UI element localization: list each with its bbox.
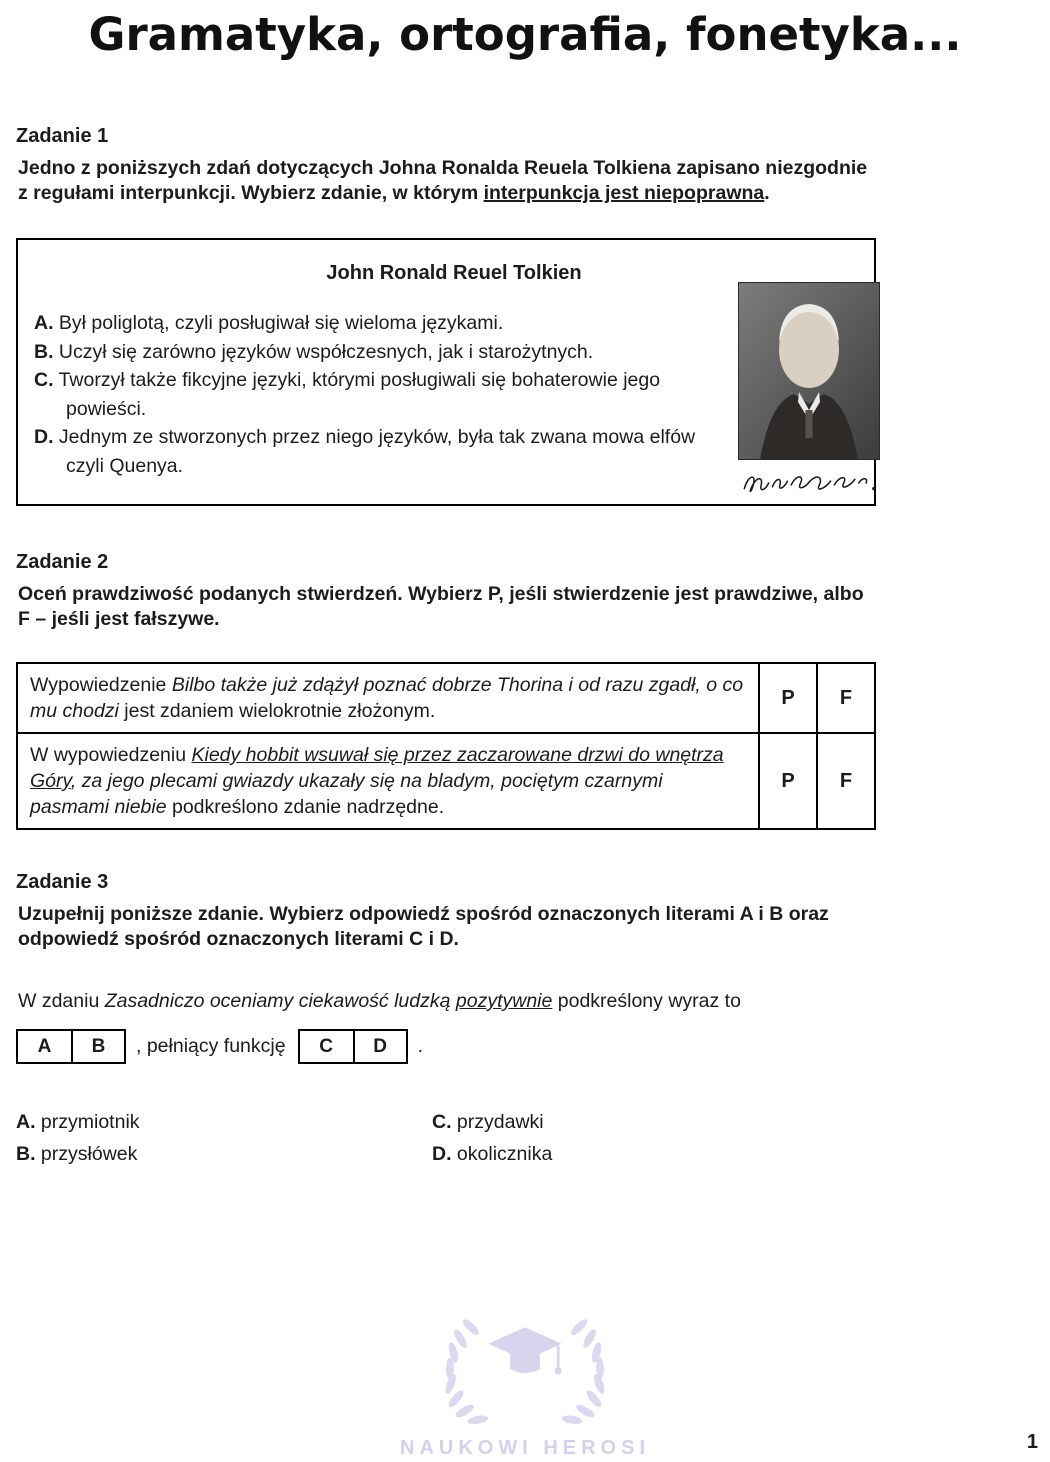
task-1-box-title: John Ronald Reuel Tolkien (326, 262, 582, 284)
answer-b[interactable]: B. przysłówek (16, 1143, 138, 1165)
choice-b[interactable]: B (71, 1031, 124, 1062)
task-3-instructions: Uzupełnij poniższe zdanie. Wybierz odpowiedź spośród oznaczonych literami A i B oraz odpowiedź spośród oznaczonych literami C i D. (18, 903, 829, 950)
tolkien-photo (738, 282, 880, 460)
task-1-option-a[interactable] (34, 309, 710, 338)
answer-c[interactable]: C. przydawki (432, 1111, 544, 1133)
task-1-instructions: Jedno z poniższych zdań dotyczących Johna Ronalda Reuela Tolkiena zapisano niezgodnie z regułami interpunkcji. Wybierz zdanie, w którym interpunkcja jest niepoprawna. (18, 157, 868, 204)
choice-middle-text: , pełniący funkcję (136, 1035, 286, 1057)
choice-box-ab (16, 1029, 126, 1064)
task-3-answers (16, 1106, 878, 1170)
statement-1-false-cell[interactable]: F (817, 663, 875, 733)
option-c-text: Tworzył także fikcyjne języki, którymi posługiwali się bohaterowie jego powieści. (58, 369, 661, 420)
option-b-letter: B. (34, 340, 54, 363)
task-1-option-c[interactable] (34, 366, 710, 423)
task-3-section (16, 870, 878, 1170)
statement-1-quote: Bilbo także już zdążył poznać dobrze Thorina i od razu zgadł, o co mu chodzi (30, 674, 744, 722)
task-1-heading: Zadanie 1 (16, 125, 109, 147)
task-1-options (34, 309, 710, 480)
page-number: 1 (1026, 1431, 1038, 1453)
task-3-choice-row (16, 1029, 878, 1064)
task-3-heading: Zadanie 3 (16, 871, 109, 893)
statement-2-false-cell[interactable]: F (817, 733, 875, 829)
statement-2-underlined-clause: Kiedy hobbit wsuwał się przez zaczarowane drzwi do wnętrza Góry (30, 744, 724, 792)
page-title: Gramatyka, ortografia, fonetyka... (88, 8, 962, 61)
tolkien-photo-column (738, 282, 882, 498)
watermark-logo (420, 1301, 630, 1432)
choice-box-cd (298, 1029, 408, 1064)
statement-1-text: Wypowiedzenie Bilbo także już zdążył poznać dobrze Thorina i od razu zgadł, o co mu chodzi jest zdaniem wielokrotnie złożonym. (17, 663, 759, 733)
task-3-underlined-word: pozytywnie (455, 990, 553, 1012)
content-column (16, 124, 878, 1170)
task-2-heading: Zadanie 2 (16, 551, 109, 573)
statement-2-text: W wypowiedzeniu Kiedy hobbit wsuwał się przez zaczarowane drzwi do wnętrza Góry, za jego plecami gwiazdy ukazały się na bladym, pociętym czarnymi pasmami niebie podkreślono zdanie nadrzędne. (17, 733, 759, 829)
task-3-sentence-quote: Zasadniczo oceniamy ciekawość ludzką (104, 990, 456, 1012)
task-1-option-b[interactable] (34, 338, 710, 367)
task-2-instructions: Oceń prawdziwość podanych stwierdzeń. Wybierz P, jeśli stwierdzenie jest prawdziwe, albo F – jeśli jest fałszywe. (18, 583, 864, 630)
true-false-table (16, 662, 876, 830)
statement-2-true-cell[interactable]: P (759, 733, 817, 829)
option-a-text: Był poliglotą, czyli posługiwał się wieloma językami. (58, 312, 504, 334)
option-b-text: Uczył się zarówno języków współczesnych, jak i starożytnych. (58, 340, 594, 363)
statement-row-2 (17, 733, 875, 829)
option-d-letter: D. (34, 426, 54, 448)
task-1-intro-text: Jedno z poniższych zdań dotyczących Johna Ronalda Reuela Tolkiena zapisano niezgodnie z regułami interpunkcji. Wybierz zdanie, w którym (18, 157, 868, 204)
answer-a[interactable]: A. przymiotnik (16, 1111, 140, 1133)
answer-d[interactable]: D. okolicznika (432, 1143, 553, 1165)
task-1-section (16, 124, 878, 506)
task-3-sentence: W zdaniu Zasadniczo oceniamy ciekawość ludzką pozytywnie podkreślony wyraz to (18, 990, 741, 1012)
watermark-text: NAUKOWI HEROSI (400, 1437, 650, 1459)
choice-c[interactable]: C (319, 1035, 333, 1057)
tolkien-signature (738, 468, 880, 498)
option-a-letter: A. (34, 312, 54, 334)
task-1-intro-underlined: interpunkcja jest niepoprawna (483, 182, 765, 204)
graduation-cap-icon (488, 1327, 561, 1374)
option-d-text: Jednym ze stworzonych przez niego języków, była tak zwana mowa elfów czyli Quenya. (58, 426, 696, 477)
choice-a[interactable]: A (37, 1035, 52, 1057)
answers-column-right (432, 1106, 552, 1170)
statement-2-quote: , za jego plecami gwiazdy ukazały się na bladym, pociętym czarnymi pasmami niebie (30, 770, 663, 818)
task-1-answer-box (16, 238, 876, 506)
choice-d[interactable]: D (353, 1031, 406, 1062)
answers-column-left (16, 1106, 432, 1170)
choice-end-period: . (417, 1035, 424, 1057)
publisher-watermark (400, 1301, 650, 1460)
statement-1-true-cell[interactable]: P (759, 663, 817, 733)
task-1-option-d[interactable] (34, 423, 710, 480)
option-c-letter: C. (34, 369, 54, 391)
task-2-section (16, 550, 878, 830)
statement-row-1 (17, 663, 875, 733)
